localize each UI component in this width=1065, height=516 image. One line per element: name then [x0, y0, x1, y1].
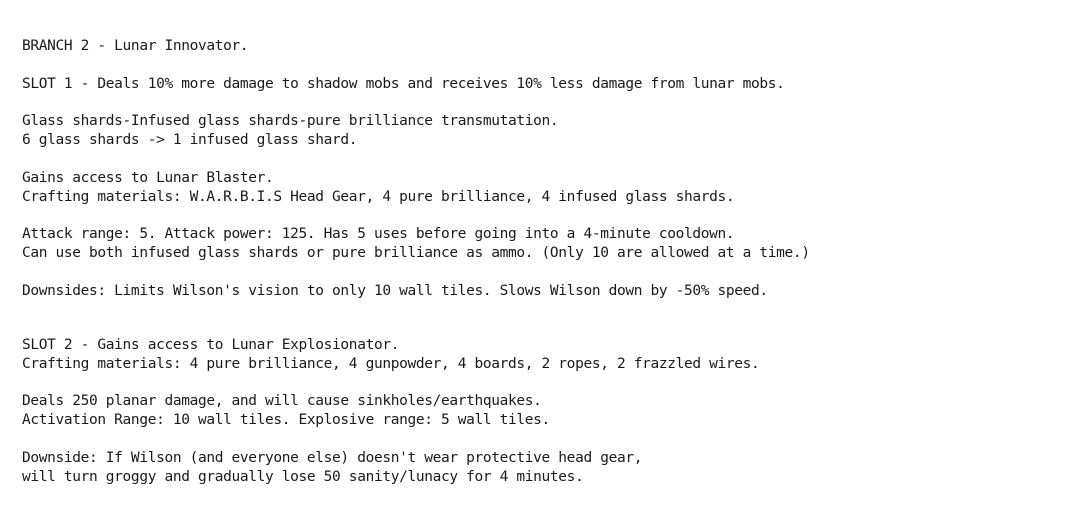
- slot2-weapon-access: SLOT 2 - Gains access to Lunar Explosionator.: [22, 336, 400, 353]
- slot2-downside-condition: Downside: If Wilson (and everyone else) doesn't wear protective head gear,: [22, 449, 643, 466]
- slot2-downside-effect: will turn groggy and gradually lose 50 sanity/lunacy for 4 minutes.: [22, 468, 584, 485]
- spacer: [22, 430, 1052, 449]
- branch-title: BRANCH 2 - Lunar Innovator.: [22, 38, 249, 54]
- slot1-description: SLOT 1 - Deals 10% more damage to shadow mobs and receives 10% less damage from lunar mobs.: [22, 75, 785, 92]
- spacer: [22, 94, 1052, 113]
- slot2-crafting-materials: Crafting materials: 4 pure brilliance, 4 gunpowder, 4 boards, 2 ropes, 2 frazzled wires.: [22, 355, 760, 372]
- slot1-transmutation-recipe: 6 glass shards -> 1 infused glass shard.: [22, 132, 358, 148]
- spacer: [22, 263, 1052, 282]
- slot1-crafting-materials: Crafting materials: W.A.R.B.I.S Head Gear, 4 pure brilliance, 4 infused glass shards.: [22, 188, 735, 205]
- spacer: [22, 56, 1052, 75]
- slot1-attack-stats: Attack range: 5. Attack power: 125. Has 5 uses before going into a 4-minute cooldown.: [22, 226, 735, 242]
- slot2-damage-info: Deals 250 planar damage, and will cause sinkholes/earthquakes.: [22, 393, 542, 409]
- slot1-weapon-access: Gains access to Lunar Blaster.: [22, 169, 274, 186]
- spacer: [22, 207, 1052, 226]
- spacer: [22, 301, 1052, 336]
- document-body: [22, 37, 1052, 487]
- spacer: [22, 374, 1052, 393]
- slot2-range-info: Activation Range: 10 wall tiles. Explosive range: 5 wall tiles.: [22, 412, 550, 428]
- spacer: [22, 150, 1052, 169]
- slot1-ammo-info: Can use both infused glass shards or pure brilliance as ammo. (Only 10 are allowed at a time.): [22, 245, 810, 261]
- slot1-transmutation-title: Glass shards-Infused glass shards-pure brilliance transmutation.: [22, 113, 559, 129]
- slot1-downsides: Downsides: Limits Wilson's vision to only 10 wall tiles. Slows Wilson down by -50% speed.: [22, 282, 768, 299]
